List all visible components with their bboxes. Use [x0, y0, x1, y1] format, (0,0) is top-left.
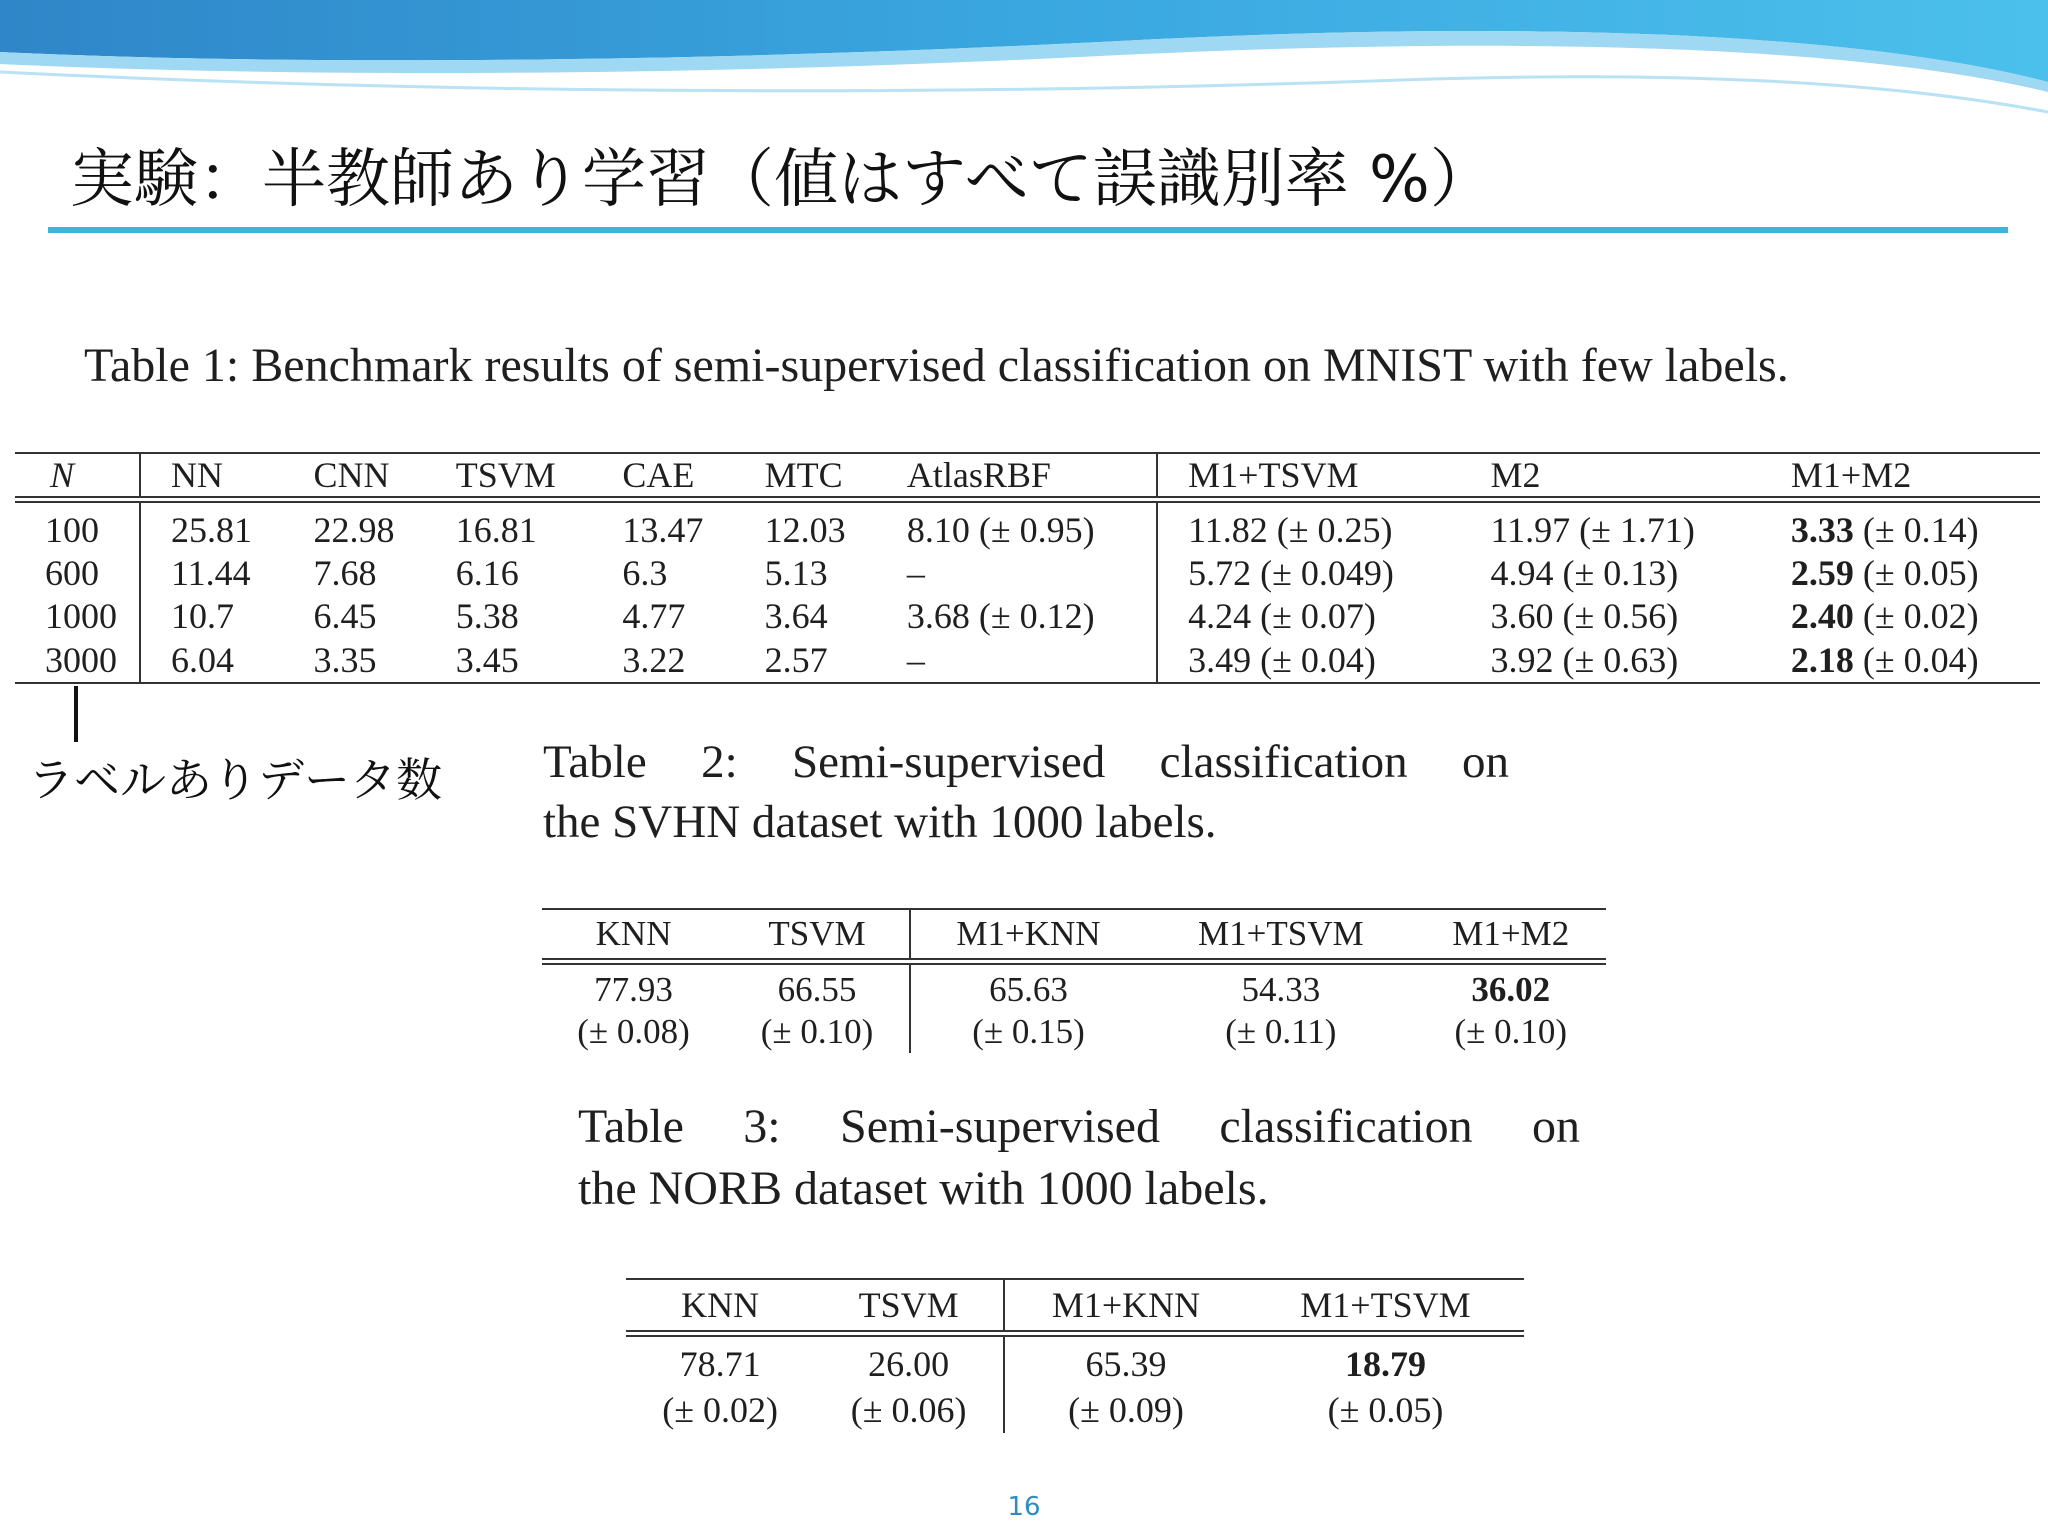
- column-header: CAE: [592, 453, 734, 500]
- cell-nn: 25.81: [171, 510, 252, 550]
- column-header: NN: [140, 453, 284, 500]
- table3-norb: [626, 1278, 1524, 1433]
- cell-m1-m2: [1761, 551, 2040, 594]
- cell-atlasrbf: –: [877, 551, 1157, 594]
- cell-nn: 11.44: [171, 552, 251, 593]
- column-header: M1+KNN: [910, 909, 1146, 962]
- cell-value: 65.63: [989, 970, 1068, 1009]
- cell-tsvm: 3.45: [426, 637, 593, 683]
- cell-value: 78.71: [679, 1344, 761, 1384]
- table-header-row: [542, 909, 1606, 962]
- cell-m1-m2: [1761, 500, 2040, 552]
- cell-error: (± 0.11): [1225, 1012, 1337, 1051]
- cell-cnn: 7.68: [313, 552, 377, 593]
- cell-cnn: 6.45: [313, 595, 377, 636]
- cell-nn: 6.04: [140, 637, 284, 683]
- cell-error: (± 0.09): [1068, 1390, 1184, 1430]
- best-value: 2.18: [1790, 639, 1854, 680]
- cell-error: (± 0.06): [814, 1387, 1004, 1433]
- column-header: AtlasRBF: [877, 453, 1157, 500]
- error-value: (± 0.05): [1853, 552, 1979, 593]
- table3-caption: [578, 1096, 1580, 1220]
- caption-line: the NORB dataset with 1000 labels.: [578, 1162, 1269, 1215]
- column-header: TSVM: [426, 453, 593, 500]
- column-header: N: [15, 453, 140, 500]
- column-header: M1+KNN: [1004, 1279, 1247, 1334]
- cell-nn: 10.7: [171, 595, 234, 636]
- cell-value: [1247, 1334, 1524, 1388]
- table-header-row: [626, 1279, 1524, 1334]
- error-value: (± 0.02): [1853, 595, 1979, 636]
- table-row: [15, 551, 2040, 594]
- cell-value: 65.39: [1085, 1344, 1167, 1384]
- cell-atlasrbf: 3.68 (± 0.12): [877, 594, 1157, 637]
- error-value: (± 0.14): [1853, 510, 1979, 550]
- cell-n: 3000: [15, 637, 140, 683]
- cell-mtc: 5.13: [764, 552, 828, 593]
- cell-m1-m2: [1761, 637, 2040, 683]
- cell-error: (± 0.08): [577, 1012, 690, 1051]
- error-value: (± 0.04): [1853, 639, 1979, 680]
- table-row: [626, 1387, 1524, 1433]
- cell-cae: 3.22: [592, 637, 734, 683]
- header-wave-decoration: [0, 0, 2048, 130]
- n-column-pointer-line: [74, 686, 78, 742]
- cell-tsvm: 6.16: [455, 552, 519, 593]
- cell-atlasrbf: 8.10 (± 0.95): [877, 500, 1157, 552]
- cell-cnn: 22.98: [313, 510, 395, 550]
- cell-value: [1416, 962, 1606, 1012]
- table-row: [542, 962, 1606, 1012]
- cell-n: 1000: [15, 594, 140, 637]
- slide-title: 実験：半教師あり学習（値はすべて誤識別率 %）: [70, 143, 1494, 217]
- column-header: TSVM: [725, 909, 910, 962]
- cell-m1-tsvm: 4.24 (± 0.07): [1188, 595, 1376, 636]
- cell-m1-tsvm: 5.72 (± 0.049): [1188, 552, 1394, 593]
- cell-m2: 3.92 (± 0.63): [1461, 637, 1761, 683]
- cell-m2: 4.94 (± 0.13): [1490, 552, 1679, 593]
- column-header: KNN: [542, 909, 725, 962]
- cell-mtc: 3.64: [764, 595, 828, 636]
- cell-m1-m2: [1761, 594, 2040, 637]
- cell-m1-tsvm: 11.82 (± 0.25): [1188, 510, 1393, 550]
- column-header: M1+M2: [1416, 909, 1606, 962]
- best-value: 2.40: [1790, 595, 1854, 636]
- cell-error: (± 0.05): [1327, 1390, 1444, 1430]
- cell-value: 77.93: [594, 970, 673, 1009]
- column-header: TSVM: [814, 1279, 1004, 1334]
- cell-cnn: 3.35: [284, 637, 426, 683]
- table2-svhn: [542, 908, 1606, 1053]
- cell-atlasrbf: –: [877, 637, 1157, 683]
- cell-m2: 11.97 (± 1.71): [1490, 510, 1695, 550]
- table1-caption: Table 1: Benchmark results of semi-supervised classification on MNIST with few labels.: [84, 339, 1789, 392]
- cell-error: (± 0.10): [1454, 1012, 1568, 1051]
- table-row: [542, 1011, 1606, 1053]
- cell-tsvm: 16.81: [455, 510, 537, 550]
- table-row: [15, 500, 2040, 552]
- table2-caption: [543, 732, 1509, 852]
- caption-line: the SVHN dataset with 1000 labels.: [543, 796, 1217, 848]
- table-header-row: [15, 453, 2040, 500]
- caption-line: Table 2: Semi-supervised classification on: [543, 736, 1509, 788]
- cell-cae: 13.47: [622, 510, 704, 550]
- cell-cae: 6.3: [622, 552, 668, 593]
- best-value: 18.79: [1344, 1344, 1426, 1384]
- cell-m2: 3.60 (± 0.56): [1490, 595, 1679, 636]
- column-header: M2: [1461, 453, 1761, 500]
- cell-value: 54.33: [1241, 970, 1321, 1009]
- title-underline: [48, 227, 2008, 233]
- best-value: 2.59: [1790, 552, 1854, 593]
- cell-error: (± 0.10): [725, 1011, 910, 1053]
- cell-error: (± 0.15): [972, 1012, 1085, 1051]
- best-value: 36.02: [1471, 970, 1551, 1009]
- column-header: CNN: [284, 453, 426, 500]
- column-header: M1+TSVM: [1247, 1279, 1524, 1334]
- cell-value: 26.00: [814, 1334, 1004, 1388]
- table-row: [15, 594, 2040, 637]
- cell-value: 66.55: [725, 962, 910, 1012]
- column-header: M1+TSVM: [1146, 909, 1415, 962]
- page-number: 16: [1007, 1492, 1041, 1522]
- cell-n: 600: [15, 551, 140, 594]
- column-header: M1+TSVM: [1157, 453, 1460, 500]
- column-header: MTC: [735, 453, 877, 500]
- cell-cae: 4.77: [622, 595, 686, 636]
- cell-error: (± 0.02): [662, 1390, 778, 1430]
- table-row: [15, 637, 2040, 683]
- cell-n: 100: [15, 500, 140, 552]
- table-row: [626, 1334, 1524, 1388]
- cell-mtc: 12.03: [764, 510, 846, 550]
- cell-mtc: 2.57: [735, 637, 877, 683]
- table1-mnist: [15, 452, 2040, 684]
- best-value: 3.33: [1790, 510, 1854, 550]
- caption-line: Table 3: Semi-supervised classification on: [578, 1100, 1580, 1153]
- labeled-data-count-note: ラベルありデータ数: [28, 753, 442, 807]
- column-header: M1+M2: [1761, 453, 2040, 500]
- column-header: KNN: [626, 1279, 814, 1334]
- cell-tsvm: 5.38: [455, 595, 519, 636]
- cell-m1-tsvm: 3.49 (± 0.04): [1157, 637, 1460, 683]
